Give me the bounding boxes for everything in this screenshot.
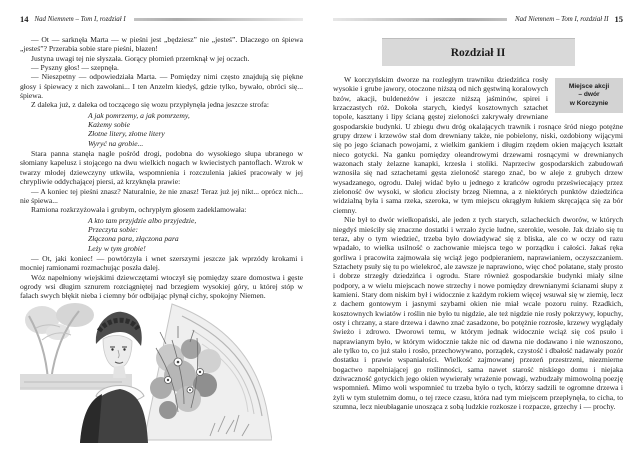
paragraph: Stara panna stanęła nagle pośród drogi, podobna do wysokiego słupa ubranego w słomiany kapelusz i stojącego na dwu wielkich nogach w kwiecistych pantoflach. Wzrok w twarzy młodej dziewczyny utkwiła, wspomnienia i rozczulenia jakieś pracowały w jej chrypliwie oddychającej piersi, aż krzyknęła prawie: [20, 149, 303, 187]
verse-line: Leży w tym grobie! [88, 243, 146, 253]
left-page-header [20, 14, 303, 25]
chapter-title: Rozdział II [450, 47, 506, 59]
header-rule [333, 18, 507, 21]
paragraph: Z daleka już, z daleka od toczącego się wozu przypłynęła jedna jeszcze strofa: [31, 100, 270, 110]
right-page-header [333, 14, 623, 25]
right-page-body [333, 75, 623, 411]
margin-note-box [555, 78, 623, 113]
verse-line: Każemy sobie [88, 120, 130, 130]
illustration-svg [20, 298, 272, 443]
verse-line: Złączona para, złączona para [88, 234, 179, 244]
paragraph: Justyna uwagi tej nie słyszała. Gorący płomień przemknął w jej oczach. [31, 53, 250, 63]
page-number: 15 [614, 14, 623, 24]
margin-note-line: – dwór [578, 91, 600, 99]
running-title: Nad Niemnem – Tom I, rozdział I [34, 16, 126, 23]
verse-block [88, 216, 303, 253]
verse-line: A jak pomrzemy, a jak pomrzemy, [88, 110, 190, 120]
chapter-title-box [382, 38, 575, 66]
verse-line: Złotne litery, złotne litery [88, 129, 165, 139]
paragraph: Nie był to dwór wielkopański, ale jeden z tych starych, szlacheckich dworów, w których niegdyś mieściły się znaczne dostatki i wrzało życie ludne, szerokie, wesołe. Jak działo się tu teraz, aby o tym wiedzieć, trzeba było dowiadywać się z bliska, ale co w oczy od razu wpadało, to wielka usilność o zachowanie miejsca tego w porządku i całości. Jakaś ręka gorliwa i pracowita zajmowała się wciąż jego podpieraniem, naprawianiem, oczyszczaniem. Sztachety psuły się tu po wielekroć, ale zawsze je naprawiono, więc choć połatane, stały prosto i dobrze strzegły dziedzińca i ogrodu. Stare również gospodarskie budynki miały silne podpory, a w wielu miejscach nowe strzechy i nowe pomiędzy drewnianymi ścianami słupy z kamieni. Stary dom niskim był i widocznie z każdym rokiem więcej wsuwał się w ziemię, lecz z dachem gontowym i jasnymi szybami okien nie miał wcale pozoru ruiny. Rzadkich, kosztownych kwiatów i roślin nie było tu nigdzie, ale też nigdzie nie rosły pokrzywy, łopuchy, osty i chrzany, a stare drzewa i dawno znać zasadzone, bo potężnie rozrosłe, krzewy wyglądały świeżo i zdrowo. Dworowi temu, w którym jednak widocznie wciąż się coś psuło i naprawianym było, w którym widocznie także nic od dawna nie dodawano i nie wznoszono, ale tylko to, co już stało i rosło, przechowywano, porządek, czystość i dbałość nadawały pozór dostatku i prawie wspaniałości. Wielkość zajmowanej przezeń przestrzeni, niezmierne bogactwo napełniającej go roślinności, sama nawet starość niskiego domu i niejaka dziwaczność gotyckich jego okien wywierały wrażenie powagi, wzbudzały mimowolną poezję wspomnień. Mimo woli wspomnieć tu trzeba było o tych, którzy sadzili te ogromne drzewa i żyli w tym stuletnim domu, o tej rzece czasu, która nad tym miejscem przepłynęła, to cicha, to szumna, lecz nieubłaganie unosząca z sobą ludzkie rozkosze i rozpacze, grzechy i — prochy. [333, 215, 623, 412]
right-page [333, 10, 623, 448]
margin-note-line: Miejsce akcji [568, 83, 610, 90]
page-number: 14 [20, 14, 29, 24]
verse-line: A kto tam przyjdzie albo przyjedzie, [88, 215, 197, 225]
header-rule [134, 18, 303, 21]
paragraph: — Ot — sarknęła Marta — w pieśni jest „będziesz” nie „jesteś”. Dlaczego on śpiewa „jesteś”? Przerabia sobie stare pieśni, błazen! [20, 35, 303, 54]
paragraph: — Nieszpetny — odpowiedziała Marta. — Pomiędzy nimi często znajdują się piękne głosy i śpiewacy z nich zawołani... I ten Anzelm kiedyś, gdzie tylko, bywało, obróci się... śpiewa. [20, 72, 303, 101]
woman-with-bouquet-illustration [20, 298, 272, 443]
paragraph: — A koniec tej pieśni znasz? Naturalnie, że nie znasz! Teraz już jej nikt... oprócz nich... nie śpiewa... [20, 186, 303, 205]
running-title: Nad Niemnem – Tom I, rozdział II [515, 16, 609, 23]
paragraph: Ramiona rozkrzyżowała i grubym, ochrypłym głosem zadeklamowała: [31, 205, 247, 215]
paragraph: — Ot, jaki koniec! — powtórzyła i wnet szerszymi jeszcze jak wprzódy krokami i mocniej ramionami rozmachując poszła dalej. [20, 253, 303, 273]
paragraph: — Pyszny głos! — szepnęła. [31, 63, 119, 73]
margin-note-line: w Korczynie [569, 99, 609, 107]
paragraph: Wóz napełniony wiejskimi dziewczętami wtoczył się pomiędzy szare domostwa i gęste ogrody wsi długim sznurem rozciągniętej nad brzegiem wysokiej góry, u której stóp w falach swych błękit nieba i ciemny bór odbijając płynął cichy, spokojny Niemen. [20, 272, 303, 301]
verse-line: Wyryć na grobie... [88, 138, 144, 148]
verse-line: Przeczyta sobie: [88, 224, 138, 234]
left-page-body [20, 35, 303, 301]
paragraph: W korczyńskim dworze na rozległym trawniku dziedzińca rosły wysokie i grube jawory, otoczone niższą od nich gęstwiną koralowych bzów, akacji, buldeneżów i jeszcze niższą jaśminów, spirei i krzaczastych róż. Dokoła starych, kiedyś kosztownych sztachet topole, kasztany i lipy ścianą gęstej zieloności zakrywały drewniane gospodarskie budynki. U zbiegu dwu dróg okalających trawnik i rosnące śród niego potężne grupy drzew i krzewów stał dom drewniany także, nie pobielony, niski, ozdobiony wijącymi się po jego ścianach powojami, z wielkim gankiem i długim rzędem okien mających kształt nieco gotycki. Na ganku pomiędzy oleandrowymi drzewami rosnącymi w drewnianych wazonach stały żelazne kanapki, krzesła i stoliki. Naprzeciw gospodarskich zabudowań wznosiła się nad sztachetami gęsta zieloność starego znać, bo w aleje z grubych drzew wysadzanego, ogrodu. Dalej widać było u jednego z krańców ogrodu przeświecający przez zieloność ów wysoki, w słońcu złocisty brzeg Niemna, a z niektórych punktów dziedzińca widzialną była i sama rzeka, szeroka, w tym miejscu okrągłym łukiem skręcająca się za bór ciemny. [333, 75, 623, 215]
left-page [20, 10, 303, 448]
verse-block [88, 111, 303, 148]
